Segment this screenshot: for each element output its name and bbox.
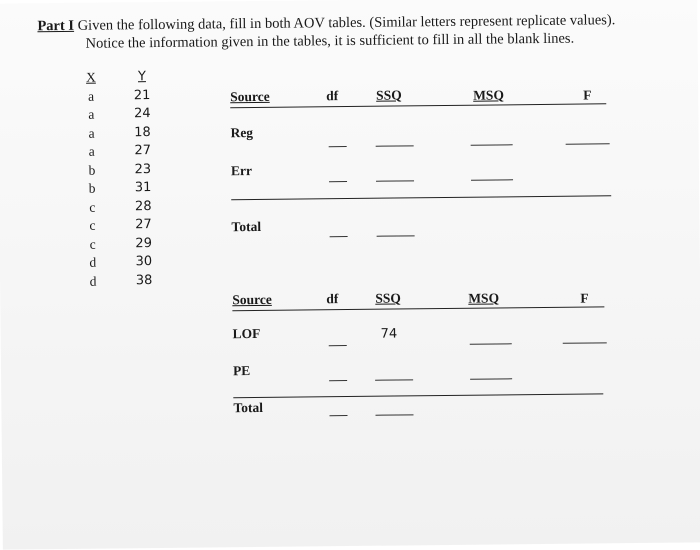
aov1-total-rule bbox=[231, 195, 611, 200]
intro-text-1: Given the following data, fill in both AOV tables. (Similar letters represent replicate values). bbox=[73, 12, 616, 34]
aov2-msq-header: MSQ bbox=[468, 290, 500, 306]
data-y-column bbox=[131, 68, 155, 290]
y-cell: 24 bbox=[133, 106, 151, 122]
aov1-total-ssq-blank bbox=[377, 235, 415, 236]
aov1-err-msq-blank bbox=[471, 179, 513, 180]
aov1-ssq-header: SSQ bbox=[376, 87, 402, 103]
x-header: X bbox=[85, 69, 96, 85]
y-cell: 23 bbox=[134, 161, 152, 177]
aov2-lof-ssq-value: 74 bbox=[380, 326, 398, 342]
aov1-reg-msq-blank bbox=[471, 144, 513, 145]
aov2-lof-df-blank bbox=[329, 345, 347, 346]
y-cell: 27 bbox=[135, 217, 152, 233]
y-cell: 30 bbox=[135, 254, 153, 270]
part-label: Part I bbox=[37, 17, 75, 35]
aov1-reg-ssq-blank bbox=[376, 145, 414, 146]
x-cell: c bbox=[89, 236, 96, 252]
aov2-total-rule bbox=[233, 393, 603, 398]
aov2-row-lof: LOF bbox=[232, 325, 261, 342]
aov1-row-err: Err bbox=[230, 163, 253, 179]
x-cell: a bbox=[88, 88, 95, 104]
x-cell: d bbox=[89, 254, 97, 270]
aov1-header-rule bbox=[230, 103, 606, 108]
data-x-column bbox=[84, 69, 100, 291]
aov2-lof-f-blank bbox=[563, 342, 607, 343]
aov2-lof-msq-blank bbox=[470, 343, 512, 344]
aov2-pe-df-blank bbox=[329, 380, 347, 381]
x-cell: a bbox=[88, 106, 95, 122]
y-cell: 18 bbox=[134, 124, 151, 140]
aov2-ssq-header: SSQ bbox=[375, 290, 401, 306]
x-cell: b bbox=[88, 162, 96, 178]
aov2-df-header: df bbox=[326, 291, 339, 307]
aov2-row-pe: PE bbox=[232, 363, 251, 379]
aov1-reg-df-blank bbox=[329, 146, 347, 147]
y-cell: 31 bbox=[134, 180, 152, 196]
aov1-reg-f-blank bbox=[566, 143, 610, 144]
aov1-row-reg: Reg bbox=[230, 125, 254, 141]
y-cell: 38 bbox=[135, 272, 153, 288]
aov2-total-df-blank bbox=[329, 415, 347, 416]
x-cell: b bbox=[88, 180, 96, 196]
aov1-err-ssq-blank bbox=[376, 180, 414, 181]
y-cell: 27 bbox=[134, 143, 152, 159]
aov2-header-rule bbox=[232, 306, 604, 311]
aov1-df-header: df bbox=[326, 88, 339, 104]
aov2-row-total: Total bbox=[233, 399, 263, 416]
x-cell: a bbox=[88, 143, 95, 159]
y-cell: 28 bbox=[134, 198, 152, 214]
intro-line-2: Notice the information given in the tables, it is sufficient to fill in all the blank lines. bbox=[85, 30, 575, 52]
x-cell: c bbox=[89, 199, 96, 215]
aov1-source-header: Source bbox=[230, 88, 270, 105]
aov1-row-total: Total bbox=[231, 218, 262, 235]
y-cell: 21 bbox=[133, 87, 151, 103]
x-cell: a bbox=[88, 125, 95, 141]
aov2-f-header: F bbox=[580, 290, 589, 306]
aov2-source-header: Source bbox=[232, 291, 272, 308]
x-cell: d bbox=[89, 273, 97, 289]
aov1-f-header: F bbox=[583, 87, 592, 103]
aov2-pe-msq-blank bbox=[470, 378, 512, 379]
aov1-err-df-blank bbox=[329, 181, 347, 182]
aov2-total-ssq-blank bbox=[375, 414, 413, 415]
y-cell: 29 bbox=[135, 235, 153, 251]
x-cell: c bbox=[89, 217, 96, 233]
aov1-total-df-blank bbox=[330, 236, 348, 237]
y-header: Y bbox=[137, 69, 146, 85]
aov1-msq-header: MSQ bbox=[473, 87, 504, 103]
aov2-pe-ssq-blank bbox=[375, 379, 413, 380]
